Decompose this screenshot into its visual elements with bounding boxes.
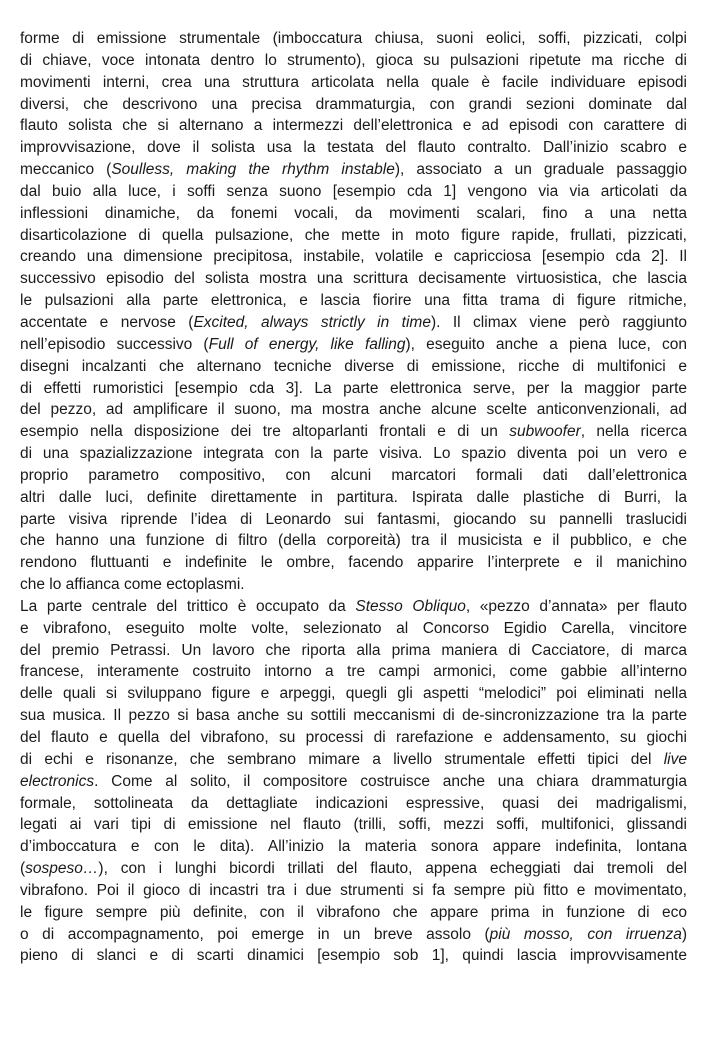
- text-run: , «pezzo d’annata» per flauto: [465, 597, 687, 615]
- text-run: ), associato a un graduale passaggio: [394, 161, 687, 179]
- text-run: (: [20, 860, 26, 878]
- text-run: accentate e nervose (: [20, 313, 194, 331]
- italic-text: Soulless, making the rhythm instable: [111, 161, 395, 179]
- text-line: [20, 246, 687, 268]
- text-line: [20, 225, 687, 247]
- text-line: [20, 509, 687, 531]
- text-line: [20, 290, 687, 312]
- text-line: [20, 924, 687, 946]
- text-run: vibrafono. Poi il gioco di incastri tra i due strumenti si fa sempre più fitto e movimentato,: [20, 881, 687, 899]
- text-run: di effetti rumoristici [esempio cda 3]. La parte elettronica serve, per la maggior parte: [20, 379, 687, 397]
- text-line: [20, 945, 687, 967]
- text-run: ): [681, 925, 687, 943]
- text-run: del pezzo, ad amplificare il suono, ma mostra anche alcune scelte anticonvenzionali, ad: [20, 401, 687, 419]
- text-run: flauto solista che si alternano a intermezzi dell’elettronica e ad episodi con carattere di: [20, 117, 687, 135]
- text-run: che lo affianca come ectoplasmi.: [20, 576, 245, 594]
- text-run: pieno di slanci e di scarti dinamici [esempio sob 1], quindi lascia improvvisamente: [20, 947, 687, 965]
- text-run: inflessioni dinamiche, da fonemi vocali, da movimenti scalari, fino a una netta: [20, 204, 687, 222]
- text-run: disegni incalzanti che alternano tecniche diverse di emissione, ricche di multifonici e: [20, 357, 687, 375]
- text-run: esempio nella disposizione dei tre altoparlanti frontali e di un: [20, 423, 510, 441]
- text-run: La parte centrale del trittico è occupato da: [20, 597, 356, 615]
- italic-text: Full of energy, like falling: [208, 335, 406, 353]
- text-run: , nella ricerca: [580, 423, 687, 441]
- text-line: [20, 181, 687, 203]
- text-run: le figure sempre più definite, con il vibrafono che appare prima in funzione di eco: [20, 903, 687, 921]
- text-line: [20, 356, 687, 378]
- text-line: [20, 793, 687, 815]
- text-run: del premio Petrassi. Un lavoro che riporta alla prima maniera di Cacciatore, di marca: [20, 641, 687, 659]
- text-line: [20, 836, 687, 858]
- text-line: [20, 465, 687, 487]
- italic-text: Stesso Obliquo: [355, 597, 466, 615]
- text-line: [20, 574, 687, 596]
- text-run: altri dalle luci, definite direttamente in partitura. Ispirata dalle plastiche di Burri, la: [20, 488, 687, 506]
- text-line: [20, 880, 687, 902]
- text-run: o di accompagnamento, poi emerge in un breve assolo (: [20, 925, 490, 943]
- text-run: improvvisazione, dove il solista usa la testata del flauto contralto. Dall’inizio scabro e: [20, 139, 687, 157]
- text-run: e vibrafono, eseguito molte volte, selezionato al Concorso Egidio Carella, vincitore: [20, 619, 687, 637]
- text-run: meccanico (: [20, 161, 112, 179]
- text-line: [20, 268, 687, 290]
- text-line: [20, 203, 687, 225]
- text-line: [20, 640, 687, 662]
- text-run: ), con i lunghi bicordi trillati del flauto, appena echeggiati dai tremoli del: [98, 860, 687, 878]
- body-text: [20, 28, 687, 967]
- text-line: [20, 683, 687, 705]
- text-line: [20, 552, 687, 574]
- text-line: [20, 94, 687, 116]
- text-run: delle quali si sviluppano figure e arpeggi, quegli gli aspetti “melodici” poi eliminati nella: [20, 685, 687, 703]
- text-line: [20, 399, 687, 421]
- text-run: di chiave, voce intonata dentro lo strumento), gioca su pulsazioni ripetute ma ricche di: [20, 51, 687, 69]
- text-run: ), eseguito anche a piena luce, con: [405, 335, 687, 353]
- text-run: successivo episodio del solista mostra una scrittura decisamente virtuosistica, che lascia: [20, 270, 687, 288]
- text-run: creando una dimensione precipitosa, instabile, volatile e capricciosa [esempio cda 2]. Il: [20, 248, 687, 266]
- text-run: di una spazializzazione integrata con la parte visiva. Lo spazio diventa poi un vero e: [20, 445, 687, 463]
- text-run: proprio parametro compositivo, con alcuni marcatori formali dati dall’elettronica: [20, 466, 687, 484]
- text-line: [20, 50, 687, 72]
- text-line: [20, 421, 687, 443]
- text-run: del flauto e quella del vibrafono, su processi di rarefazione e addensamento, su giochi: [20, 729, 687, 746]
- text-run: le pulsazioni alla parte elettronica, e lascia fiorire una fitta trama di figure ritmiche,: [20, 292, 687, 310]
- text-line: [20, 661, 687, 683]
- text-run: di echi e risonanze, che sembrano mimare a livello strumentale effetti tipici del: [20, 750, 664, 768]
- italic-text: live: [663, 750, 687, 768]
- text-run: movimenti interni, crea una struttura articolata nella quale è facile individuare episodi: [20, 73, 687, 91]
- text-run: francese, interamente costruito intorno a tre campi armonici, come gabbie all’interno: [20, 663, 687, 681]
- text-line: [20, 312, 687, 334]
- text-run: disarticolazione di quella pulsazione, che mette in moto figure rapide, frullati, pizzicati,: [20, 226, 687, 244]
- text-run: . Come al solito, il compositore costruisce anche una chiara drammaturgia: [94, 772, 687, 790]
- text-run: formale, sottolineata da dettagliate indicazioni espressive, quasi dei madrigalismi,: [20, 794, 687, 812]
- text-run: d’imboccatura e con le dita). All’inizio la materia sonora appare indefinita, lontana: [20, 838, 687, 856]
- text-line: [20, 28, 687, 50]
- text-run: nell’episodio successivo (: [20, 335, 209, 353]
- text-line: [20, 618, 687, 640]
- text-line: [20, 727, 687, 749]
- text-line: [20, 596, 687, 618]
- text-line: [20, 334, 687, 356]
- text-run: dal buio alla luce, i soffi senza suono [esempio cda 1] vengono via via articolati da: [20, 182, 687, 200]
- text-line: [20, 814, 687, 836]
- text-run: legati ai vari tipi di emissione nel flauto (trilli, soffi, mezzi soffi, multifonici, glissandi: [20, 816, 687, 834]
- italic-text: electronics: [20, 772, 95, 790]
- text-line: [20, 705, 687, 727]
- text-run: che hanno una funzione di filtro (della corporeità) tra il musicista e il pubblico, e che: [20, 532, 687, 550]
- italic-text: Excited, always strictly in time: [193, 313, 431, 331]
- text-line: [20, 378, 687, 400]
- text-run: rendono fluttuanti e indefinite le ombre, facendo apparire l’interprete e il manichino: [20, 554, 687, 572]
- italic-text: più mosso, con irruenza: [489, 925, 682, 943]
- document-page: [20, 28, 687, 967]
- italic-text: sospeso…: [25, 860, 99, 878]
- text-line: [20, 487, 687, 509]
- text-run: ). Il climax viene però raggiunto: [430, 313, 687, 331]
- text-run: parte visiva riprende l’idea di Leonardo sui fantasmi, giocando su pannelli traslucidi: [20, 510, 687, 528]
- text-line: [20, 443, 687, 465]
- text-run: forme di emissione strumentale (imboccatura chiusa, suoni eolici, soffi, pizzicati, colpi: [20, 30, 687, 47]
- text-line: [20, 771, 687, 793]
- text-line: [20, 115, 687, 137]
- text-line: [20, 902, 687, 924]
- text-run: diversi, che descrivono una precisa drammaturgia, con grandi sezioni dominate dal: [20, 95, 687, 113]
- text-line: [20, 530, 687, 552]
- text-line: [20, 72, 687, 94]
- text-line: [20, 858, 687, 880]
- italic-text: subwoofer: [509, 423, 581, 441]
- text-line: [20, 749, 687, 771]
- text-run: sua musica. Il pezzo si basa anche su sottili meccanismi di de-sincronizzazione tra la parte: [20, 707, 687, 725]
- text-line: [20, 137, 687, 159]
- text-line: [20, 159, 687, 181]
